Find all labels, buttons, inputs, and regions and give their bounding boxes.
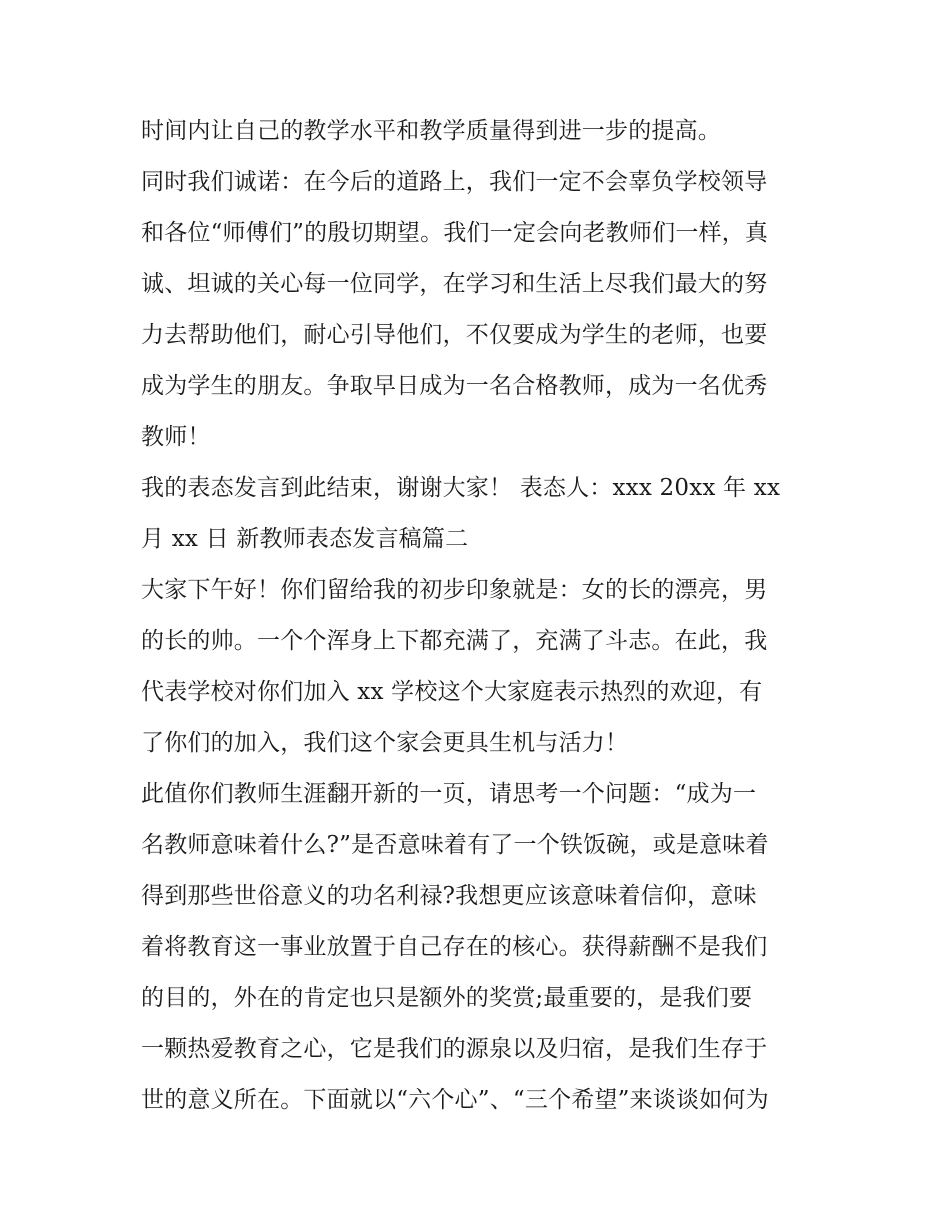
document-body (141, 106, 821, 1126)
text-line: 月 xx 日 新教师表态发言稿篇二 (141, 526, 469, 552)
text-line: 代表学校对你们加入 xx 学校这个大家庭表示热烈的欢迎，有 (141, 679, 763, 705)
text-line: 名教师意味着什么?”是否意味着有了一个铁饭碗，或是意味着 (141, 832, 769, 858)
text-line: 诚、坦诚的关心每一位同学，在学习和生活上尽我们最大的努 (141, 271, 768, 297)
text-line: 此值你们教师生涯翻开新的一页，请思考一个问题：“成为一 (141, 781, 757, 807)
text-line: 时间内让自己的教学水平和教学质量得到进一步的提高。 (141, 118, 721, 144)
text-line: 的长的帅。一个个浑身上下都充满了，充满了斗志。在此，我 (141, 628, 768, 654)
text-line: 一颗热爱教育之心，它是我们的源泉以及归宿，是我们生存于 (141, 1036, 768, 1062)
text-line: 得到那些世俗意义的功名利禄?我想更应该意味着信仰，意味 (141, 883, 757, 909)
text-line: 成为学生的朋友。争取早日成为一名合格教师，成为一名优秀 (141, 373, 768, 399)
text-line: 了你们的加入，我们这个家会更具生机与活力！ (141, 730, 629, 756)
text-line: 大家下午好！你们留给我的初步印象就是：女的长的漂亮，男 (141, 577, 768, 603)
text-line: 我的表态发言到此结束，谢谢大家！ 表态人：xxx 20xx 年 xx (141, 475, 781, 501)
text-line: 同时我们诚诺：在今后的道路上，我们一定不会辜负学校领导 (141, 169, 768, 195)
text-line: 和各位“师傅们”的殷切期望。我们一定会向老教师们一样，真 (141, 220, 769, 246)
text-line: 力去帮助他们，耐心引导他们，不仅要成为学生的老师，也要 (141, 322, 768, 348)
text-line: 教师！ (141, 424, 211, 450)
text-line: 世的意义所在。下面就以“六个心”、“三个希望”来谈谈如何为 (141, 1087, 769, 1113)
text-line: 的目的，外在的肯定也只是额外的奖赏;最重要的，是我们要 (141, 985, 753, 1011)
text-line: 着将教育这一事业放置于自己存在的核心。获得薪酬不是我们 (141, 934, 768, 960)
